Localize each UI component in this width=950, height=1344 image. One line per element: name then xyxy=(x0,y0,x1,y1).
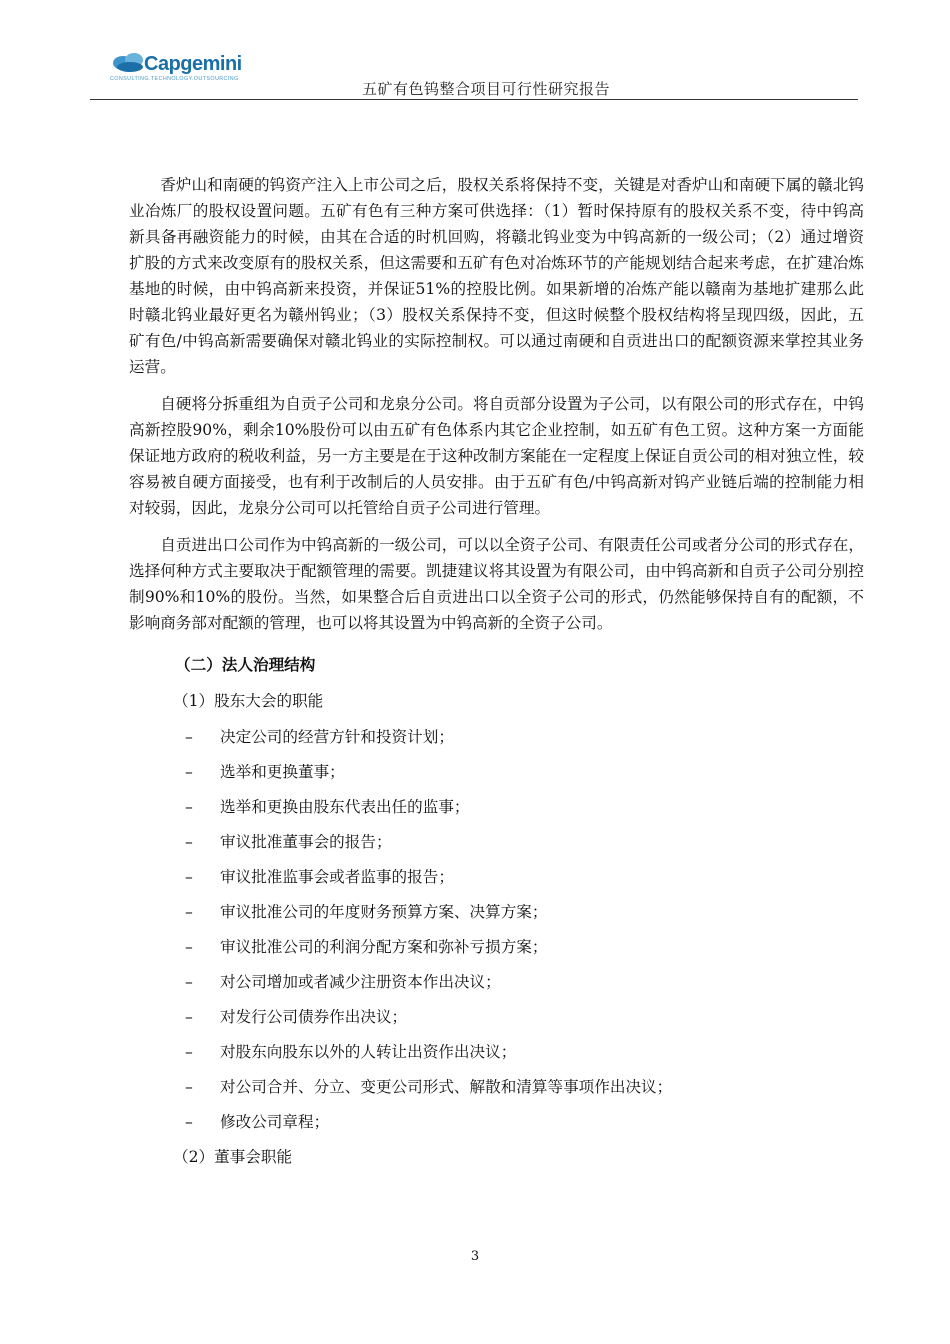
list-item xyxy=(129,1004,864,1030)
dash-bullet: – xyxy=(185,1043,193,1061)
document-title: 五矿有色钨整合项目可行性研究报告 xyxy=(362,80,611,98)
list-item xyxy=(129,934,864,960)
dash-bullet: – xyxy=(185,763,193,781)
list-item xyxy=(129,1039,864,1065)
list-item-text: 决定公司的经营方针和投资计划； xyxy=(220,728,454,746)
list-item xyxy=(129,829,864,855)
page-number: 3 xyxy=(470,1249,480,1264)
dash-bullet: – xyxy=(185,833,193,851)
paragraph: 香炉山和南硬的钨资产注入上市公司之后，股权关系将保持不变，关键是对香炉山和南硬下属的赣北钨业冶炼厂的股权设置问题。五矿有色有三种方案可供选择：（1）暂时保持原有的股权关系不变，待中钨高新具备再融资能力的时候，由其在合适的时机回购，将赣北钨业变为中钨高新的一级公司；（2）通过增资扩股的方式来改变原有的股权关系，但这需要和五矿有色对冶炼环节的产能规划结合起来考虑，在扩建冶炼基地的时候，由中钨高新来投资，并保证51%的控股比例。如果新增的冶炼产能以赣南为基地扩建那么此时赣北钨业最好更名为赣州钨业；（3）股权关系保持不变，但这时候整个股权结构将呈现四级，因此，五矿有色/中钨高新需要确保对赣北钨业的实际控制权。可以通过南硬和自贡进出口的配额资源来掌控其业务运营。 xyxy=(129,176,864,376)
dash-bullet: – xyxy=(185,868,193,886)
list-item xyxy=(129,864,864,890)
list-item xyxy=(129,759,864,785)
header-divider xyxy=(90,99,858,100)
sub-heading: （1）股东大会的职能 xyxy=(173,692,324,710)
list-item xyxy=(129,969,864,995)
dash-bullet: – xyxy=(185,938,193,956)
list-item-text: 对公司合并、分立、变更公司形式、解散和清算等事项作出决议； xyxy=(220,1078,673,1096)
list-item-text: 审议批准监事会或者监事的报告； xyxy=(220,868,454,886)
list-item xyxy=(129,899,864,925)
dash-bullet: – xyxy=(185,1008,193,1026)
dash-bullet: – xyxy=(185,798,193,816)
page-body xyxy=(129,172,864,1180)
list-item-text: 对发行公司债券作出决议； xyxy=(220,1008,408,1026)
capgemini-logo xyxy=(110,50,260,90)
list-item xyxy=(129,724,864,750)
list-item-text: 审议批准公司的利润分配方案和弥补亏损方案； xyxy=(220,938,548,956)
list-item-text: 对公司增加或者减少注册资本作出决议； xyxy=(220,973,501,991)
dash-bullet: – xyxy=(185,973,193,991)
logo-tagline: CONSULTING.TECHNOLOGY.OUTSOURCING xyxy=(110,76,239,82)
paragraph: 自贡进出口公司作为中钨高新的一级公司，可以以全资子公司、有限责任公司或者分公司的形式存在，选择何种方式主要取决于配额管理的需要。凯捷建议将其设置为有限公司，由中钨高新和自贡子公司分别控制90%和10%的股份。当然，如果整合后自贡进出口以全资子公司的形式，仍然能够保持自有的配额，不影响商务部对配额的管理，也可以将其设置为中钨高新的全资子公司。 xyxy=(129,536,864,632)
dash-bullet: – xyxy=(185,903,193,921)
list-item xyxy=(129,794,864,820)
dash-bullet: – xyxy=(185,1078,193,1096)
list-item xyxy=(129,1074,864,1100)
sub-heading: （2）董事会职能 xyxy=(173,1148,293,1166)
dash-bullet: – xyxy=(185,1113,193,1131)
list-item-text: 选举和更换董事； xyxy=(220,763,345,781)
logo-wordmark: Capgemini xyxy=(144,53,242,75)
dash-bullet: – xyxy=(185,728,193,746)
list-item-text: 修改公司章程； xyxy=(220,1113,330,1131)
paragraph: 自硬将分拆重组为自贡子公司和龙泉分公司。将自贡部分设置为子公司，以有限公司的形式存在，中钨高新控股90%，剩余10%股份可以由五矿有色体系内其它企业控制，如五矿有色工贸。这种方案一方面能保证地方政府的税收利益，另一方主要是在于这种改制方案能在一定程度上保证自贡公司的相对独立性，较容易被自硬方面接受，也有利于改制后的人员安排。由于五矿有色/中钨高新对钨产业链后端的控制能力相对较弱，因此，龙泉分公司可以托管给自贡子公司进行管理。 xyxy=(129,395,864,517)
list-item-text: 对股东向股东以外的人转让出资作出决议； xyxy=(220,1043,517,1061)
list-item-text: 选举和更换由股东代表出任的监事； xyxy=(220,798,470,816)
section-heading: （二）法人治理结构 xyxy=(175,655,316,674)
list-item-text: 审议批准董事会的报告； xyxy=(220,833,392,851)
list-item-text: 审议批准公司的年度财务预算方案、决算方案； xyxy=(220,903,548,921)
list-item xyxy=(129,1109,864,1135)
